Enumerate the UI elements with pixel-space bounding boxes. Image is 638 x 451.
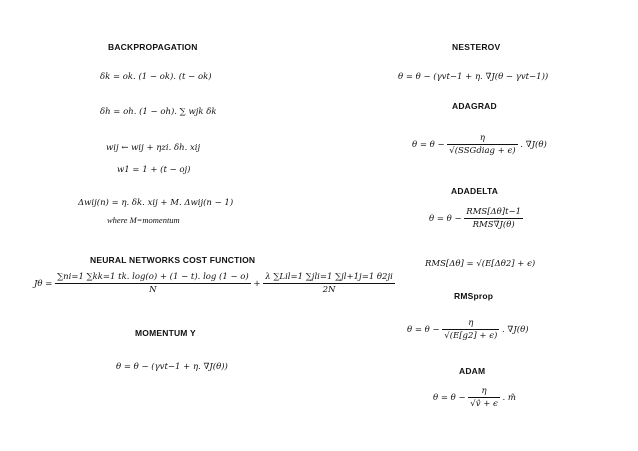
rmsprop-fraction: [442, 318, 499, 341]
cost-function-heading: NEURAL NETWORKS COST FUNCTION: [90, 255, 256, 265]
rmsprop-numerator: η: [442, 318, 499, 330]
cost-plus: +: [253, 279, 261, 289]
adagrad-fraction: [447, 133, 517, 156]
adam-fraction: [468, 386, 500, 409]
cost-fraction-2: [263, 272, 395, 295]
adam-rhs: . m̂: [502, 393, 516, 403]
adadelta-heading: ADADELTA: [451, 186, 499, 196]
rmsprop-lhs: θ = θ −: [407, 325, 440, 335]
w1-equation: w1 = 1 + (t − oj): [117, 165, 191, 175]
adagrad-equation: [412, 133, 547, 156]
cost-fraction-2-denominator: 2N: [322, 285, 336, 295]
nesterov-heading: NESTEROV: [452, 42, 501, 52]
nesterov-equation: θ = θ − (γvt−1 + η. ∇J(θ − γvt−1)): [398, 72, 549, 82]
cost-lhs: Jθ =: [34, 279, 53, 289]
adadelta-denominator: RMS∇J(θ): [472, 220, 515, 230]
adagrad-heading: ADAGRAD: [452, 101, 497, 111]
rms-delta-theta-equation: RMS[Δθ] = √(E[Δθ2] + ϵ): [425, 259, 536, 269]
delta-k-equation: δk = ok. (1 − ok). (t − ok): [100, 72, 212, 82]
adadelta-equation: [429, 207, 523, 230]
adagrad-numerator: η: [447, 133, 517, 145]
rmsprop-heading: RMSprop: [454, 291, 494, 301]
adam-lhs: θ = θ −: [433, 393, 466, 403]
rmsprop-rhs: . ∇J(θ): [502, 325, 529, 335]
adam-numerator: η: [468, 386, 500, 398]
cost-function-equation: [34, 272, 395, 295]
cost-fraction-1: [55, 272, 251, 295]
adam-denominator: √v̂ + ϵ: [470, 399, 498, 409]
weight-update-equation: wij ← wij + ηzi. δh. xij: [106, 143, 201, 153]
adagrad-denominator: √(SSGdiag + ϵ): [449, 146, 516, 156]
adadelta-numerator: RMS[Δθ]t−1: [466, 207, 522, 217]
momentum-note: where M=momentum: [107, 215, 180, 225]
rmsprop-equation: [407, 318, 529, 341]
backpropagation-heading: BACKPROPAGATION: [108, 42, 198, 52]
adadelta-fraction: [464, 207, 523, 230]
adam-heading: ADAM: [459, 366, 486, 376]
cost-fraction-2-numerator: λ ∑Lil=1 ∑jli=1 ∑jl+1j=1 θ2ji: [265, 272, 393, 282]
adagrad-lhs: θ = θ −: [412, 140, 445, 150]
delta-h-equation: δh = oh. (1 − oh). ∑ wjk δk: [100, 107, 217, 117]
rmsprop-denominator: √(E[g2] + ϵ): [444, 331, 498, 341]
cost-fraction-1-denominator: N: [149, 285, 157, 295]
momentum-heading: MOMENTUM Y: [135, 328, 196, 338]
adagrad-rhs: . ∇J(θ): [520, 140, 547, 150]
adam-equation: [433, 386, 516, 409]
momentum-equation: θ = θ − (γvt−1 + η. ∇J(θ)): [116, 362, 228, 372]
cost-fraction-1-numerator: ∑ni=1 ∑kk=1 tk. log(o) + (1 − t). log (1 − o): [57, 272, 249, 282]
adadelta-lhs: θ = θ −: [429, 214, 462, 224]
delta-w-momentum-equation: Δwij(n) = η. δk. xij + M. Δwij(n − 1): [78, 198, 234, 208]
